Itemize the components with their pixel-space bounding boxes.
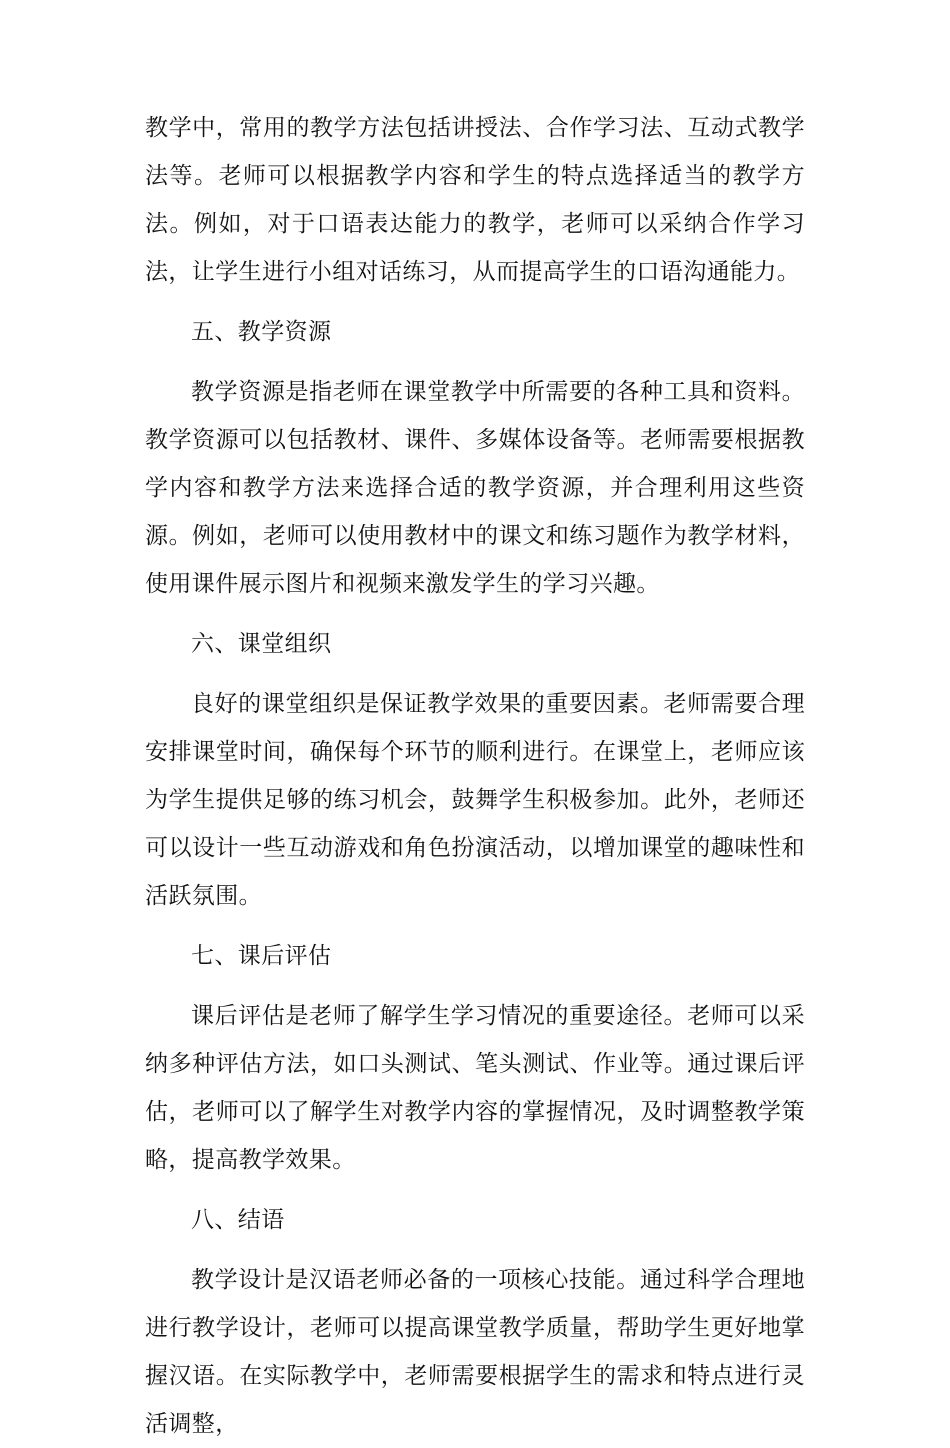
section-heading-classroom-organization: 六、课堂组织 (191, 631, 332, 657)
paragraph-classroom-organization: 良好的课堂组织是保证教学效果的重要因素。老师需要合理安排课堂时间，确保每个环节的顺利进行。在课堂上，老师应该为学生提供足够的练习机会，鼓舞学生积极参加。此外，老师还可以设计一些互动游戏和角色扮演活动，以增加课堂的趣味性和活跃氛围。 (145, 691, 805, 909)
paragraph-post-class-assessment: 课后评估是老师了解学生学习情况的重要途径。老师可以采纳多种评估方法，如口头测试、笔头测试、作业等。通过课后评估，老师可以了解学生对教学内容的掌握情况，及时调整教学策略，提高教学效果。 (145, 1003, 805, 1173)
paragraph-teaching-methods: 教学中，常用的教学方法包括讲授法、合作学习法、互动式教学法等。老师可以根据教学内容和学生的特点选择适当的教学方法。例如，对于口语表达能力的教学，老师可以采纳合作学习法，让学生进行小组对话练习，从而提高学生的口语沟通能力。 (145, 115, 805, 285)
section-heading-post-class-assessment: 七、课后评估 (191, 943, 332, 969)
paragraph-teaching-resources: 教学资源是指老师在课堂教学中所需要的各种工具和资料。教学资源可以包括教材、课件、多媒体设备等。老师需要根据教学内容和教学方法来选择合适的教学资源，并合理利用这些资源。例如，老师可以使用教材中的课文和练习题作为教学材料，使用课件展示图片和视频来激发学生的学习兴趣。 (145, 379, 805, 597)
paragraph-conclusion: 教学设计是汉语老师必备的一项核心技能。通过科学合理地进行教学设计，老师可以提高课堂教学质量，帮助学生更好地掌握汉语。在实际教学中，老师需要根据学生的需求和特点进行灵活调整， (145, 1267, 805, 1437)
section-heading-teaching-resources: 五、教学资源 (191, 319, 332, 345)
document-body (145, 104, 805, 1448)
section-heading-conclusion: 八、结语 (191, 1207, 285, 1233)
